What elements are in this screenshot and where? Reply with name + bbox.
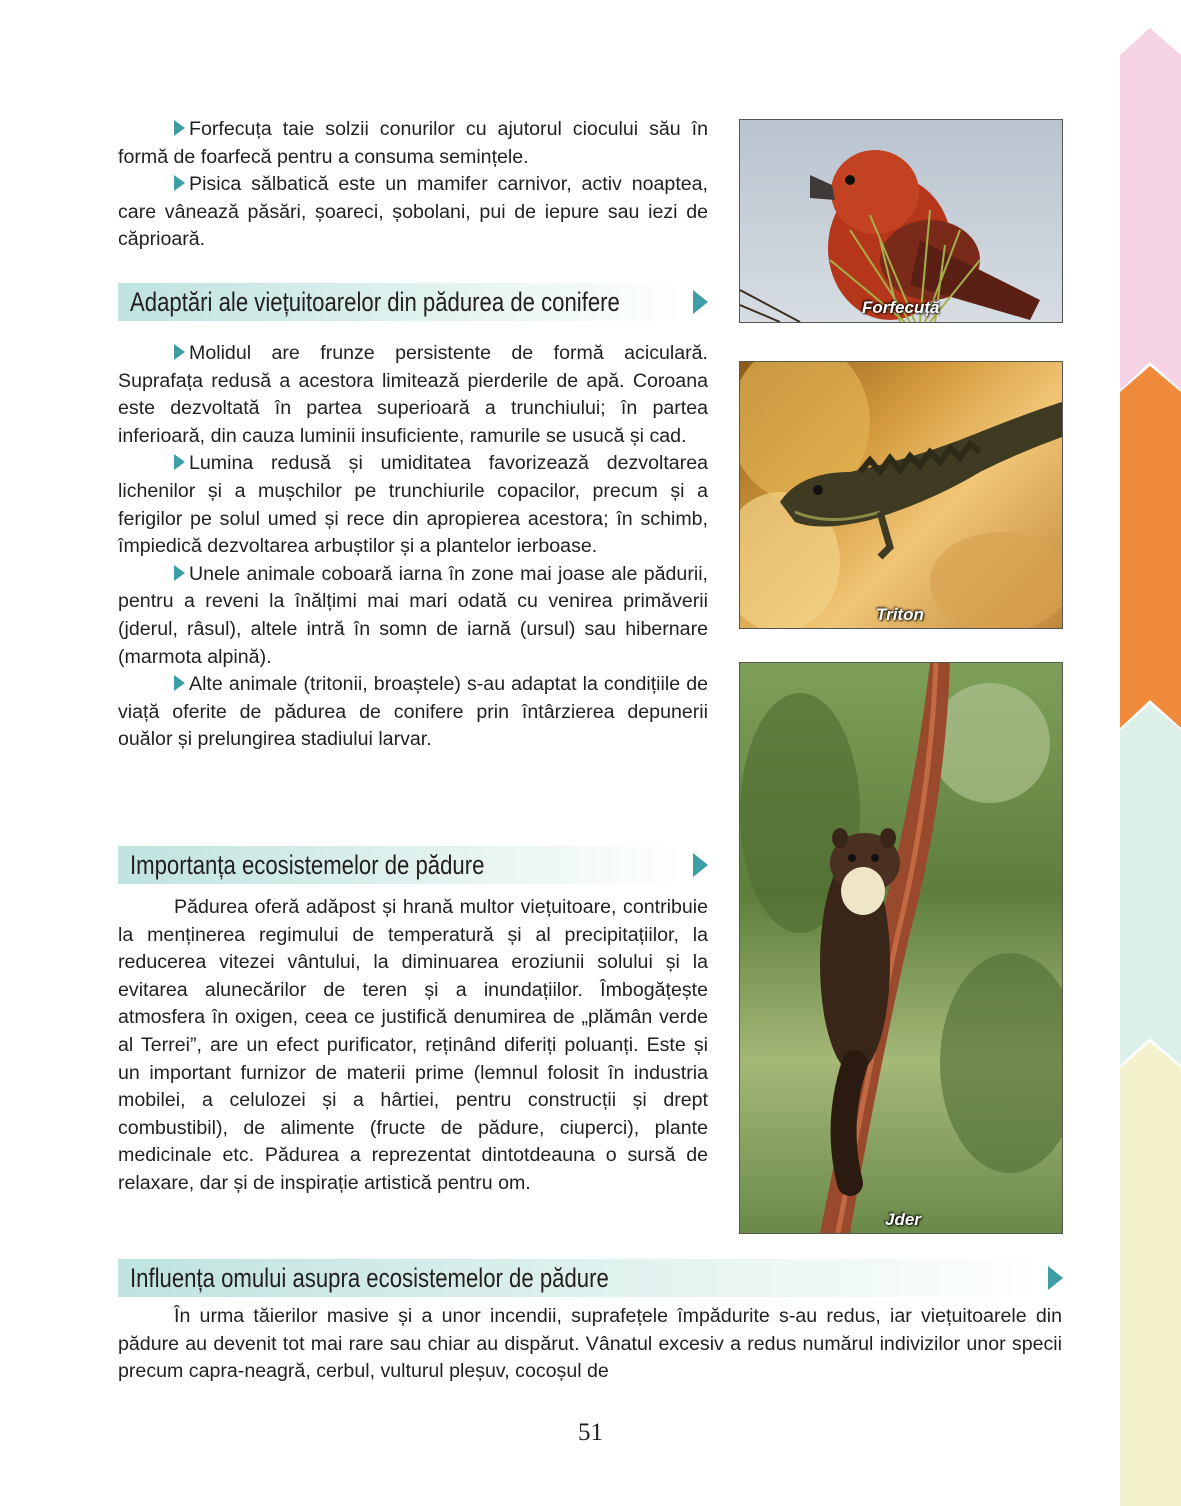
intro-block [118,116,708,254]
photo-caption: Forfecuță [862,298,940,317]
photo-caption: Jder [885,1210,921,1229]
marten-illustration [740,663,1062,1233]
newt-illustration [740,362,1062,628]
section-heading-human-influence [118,1259,1046,1297]
tab-mint [1120,704,1181,1065]
intro-bullet: Forfecuța taie solzii conurilor cu ajutorul ciocului său în formă de foarfecă pentru a consuma semințele. [118,118,708,168]
intro-bullet: Pisica sălbatică este un mamifer carnivor, activ noaptea, care vânează păsări, șoareci, șobolani, pui de iepure sau iezi de căprioară. [118,173,708,251]
section-title: Importanța ecosistemelor de pădure [130,850,485,880]
photo-newt [739,361,1063,629]
human-influence-paragraph: În urma tăierilor masive și a unor incendii, suprafețele împădurite s-au redus, iar viețuitoarele din pădure au devenit tot mai rare sau chiar au dispărut. Vânatul excesiv a redus numărul indivizilor unor specii precum capra-neagră, cerbul, vulturul pleșuv, cocoșul de [118,1305,1062,1383]
adaptation-bullet: Unele animale coboară iarna în zone mai joase ale pădurii, pentru a reveni la înălțimi mai mari odată cu venirea primăverii (jderul, râsul), altele intră în somn de iarnă (ursul) sau hibernare (marmota alpină). [118,562,708,668]
bullet-arrow-icon [174,344,185,360]
bullet-arrow-icon [174,175,185,191]
adaptations-block [118,340,708,754]
bullet-arrow-icon [174,565,185,581]
bullet-arrow-icon [174,120,185,136]
tab-pink [1120,28,1181,390]
section-heading-adaptations [118,283,684,321]
section-heading-importance [118,846,684,884]
tab-orange [1120,366,1181,728]
section-title: Adaptări ale viețuitoarelor din pădurea de conifere [130,287,620,317]
heading-arrow-icon [693,290,708,314]
page-number: 51 [578,1419,603,1446]
adaptation-bullet: Alte animale (tritonii, broaștele) s-au adaptat la condițiile de viață oferite de pădurea de conifere prin întârzierea depunerii ouălor și prelungirea stadiului larvar. [118,673,708,751]
human-influence-block [118,1303,1062,1386]
bullet-arrow-icon [174,675,185,691]
crossbill-illustration [740,120,1062,322]
photo-marten [739,662,1063,1234]
bullet-arrow-icon [174,454,185,470]
heading-arrow-icon [1048,1266,1063,1290]
chapter-tabs [1120,0,1181,1506]
photo-caption: Triton [876,605,924,624]
importance-block [118,894,708,1198]
adaptation-bullet: Lumina redusă și umiditatea favorizează dezvoltarea lichenilor și a mușchilor pe trunchiurile copacilor, precum și a ferigilor pe solul umed și rece din apropierea acestora; în schimb, împiedică dezvoltarea arbuștilor și a plantelor ierboase. [118,452,708,558]
photo-crossbill [739,119,1063,323]
heading-arrow-icon [693,853,708,877]
adaptation-bullet: Molidul are frunze persistente de formă aciculară. Suprafața redusă a acestora limitează pierderile de apă. Coroana este dezvoltată în partea superioară a trunchiului; în partea inferioară, din cauza luminii insuficiente, ramurile se usucă și cad. [118,342,708,447]
section-title: Influența omului asupra ecosistemelor de pădure [130,1263,609,1293]
importance-paragraph: Pădurea oferă adăpost și hrană multor viețuitoare, contribuie la menținerea regimului de temperatură și al precipitațiilor, la reducerea vitezei vântului, la diminuarea eroziunii solului și la evitarea alunecărilor de teren și a inundațiilor. Îmbogățește atmosfera în oxigen, ceea ce justifică denumirea de „plămân verde al Terrei”, are un efect purificator, reținând diferiți poluanți. Este și un important furnizor de materii prime (lemnul folosit în industria mobilei, a celulozei și a hârtiei, pentru construcții și drept combustibil), de alimente (fructe de pădure, ciuperci), plante medicinale etc. Pădurea a reprezentat dintotdeauna o sursă de relaxare, dar și de inspirație artistică pentru om. [118,896,708,1194]
